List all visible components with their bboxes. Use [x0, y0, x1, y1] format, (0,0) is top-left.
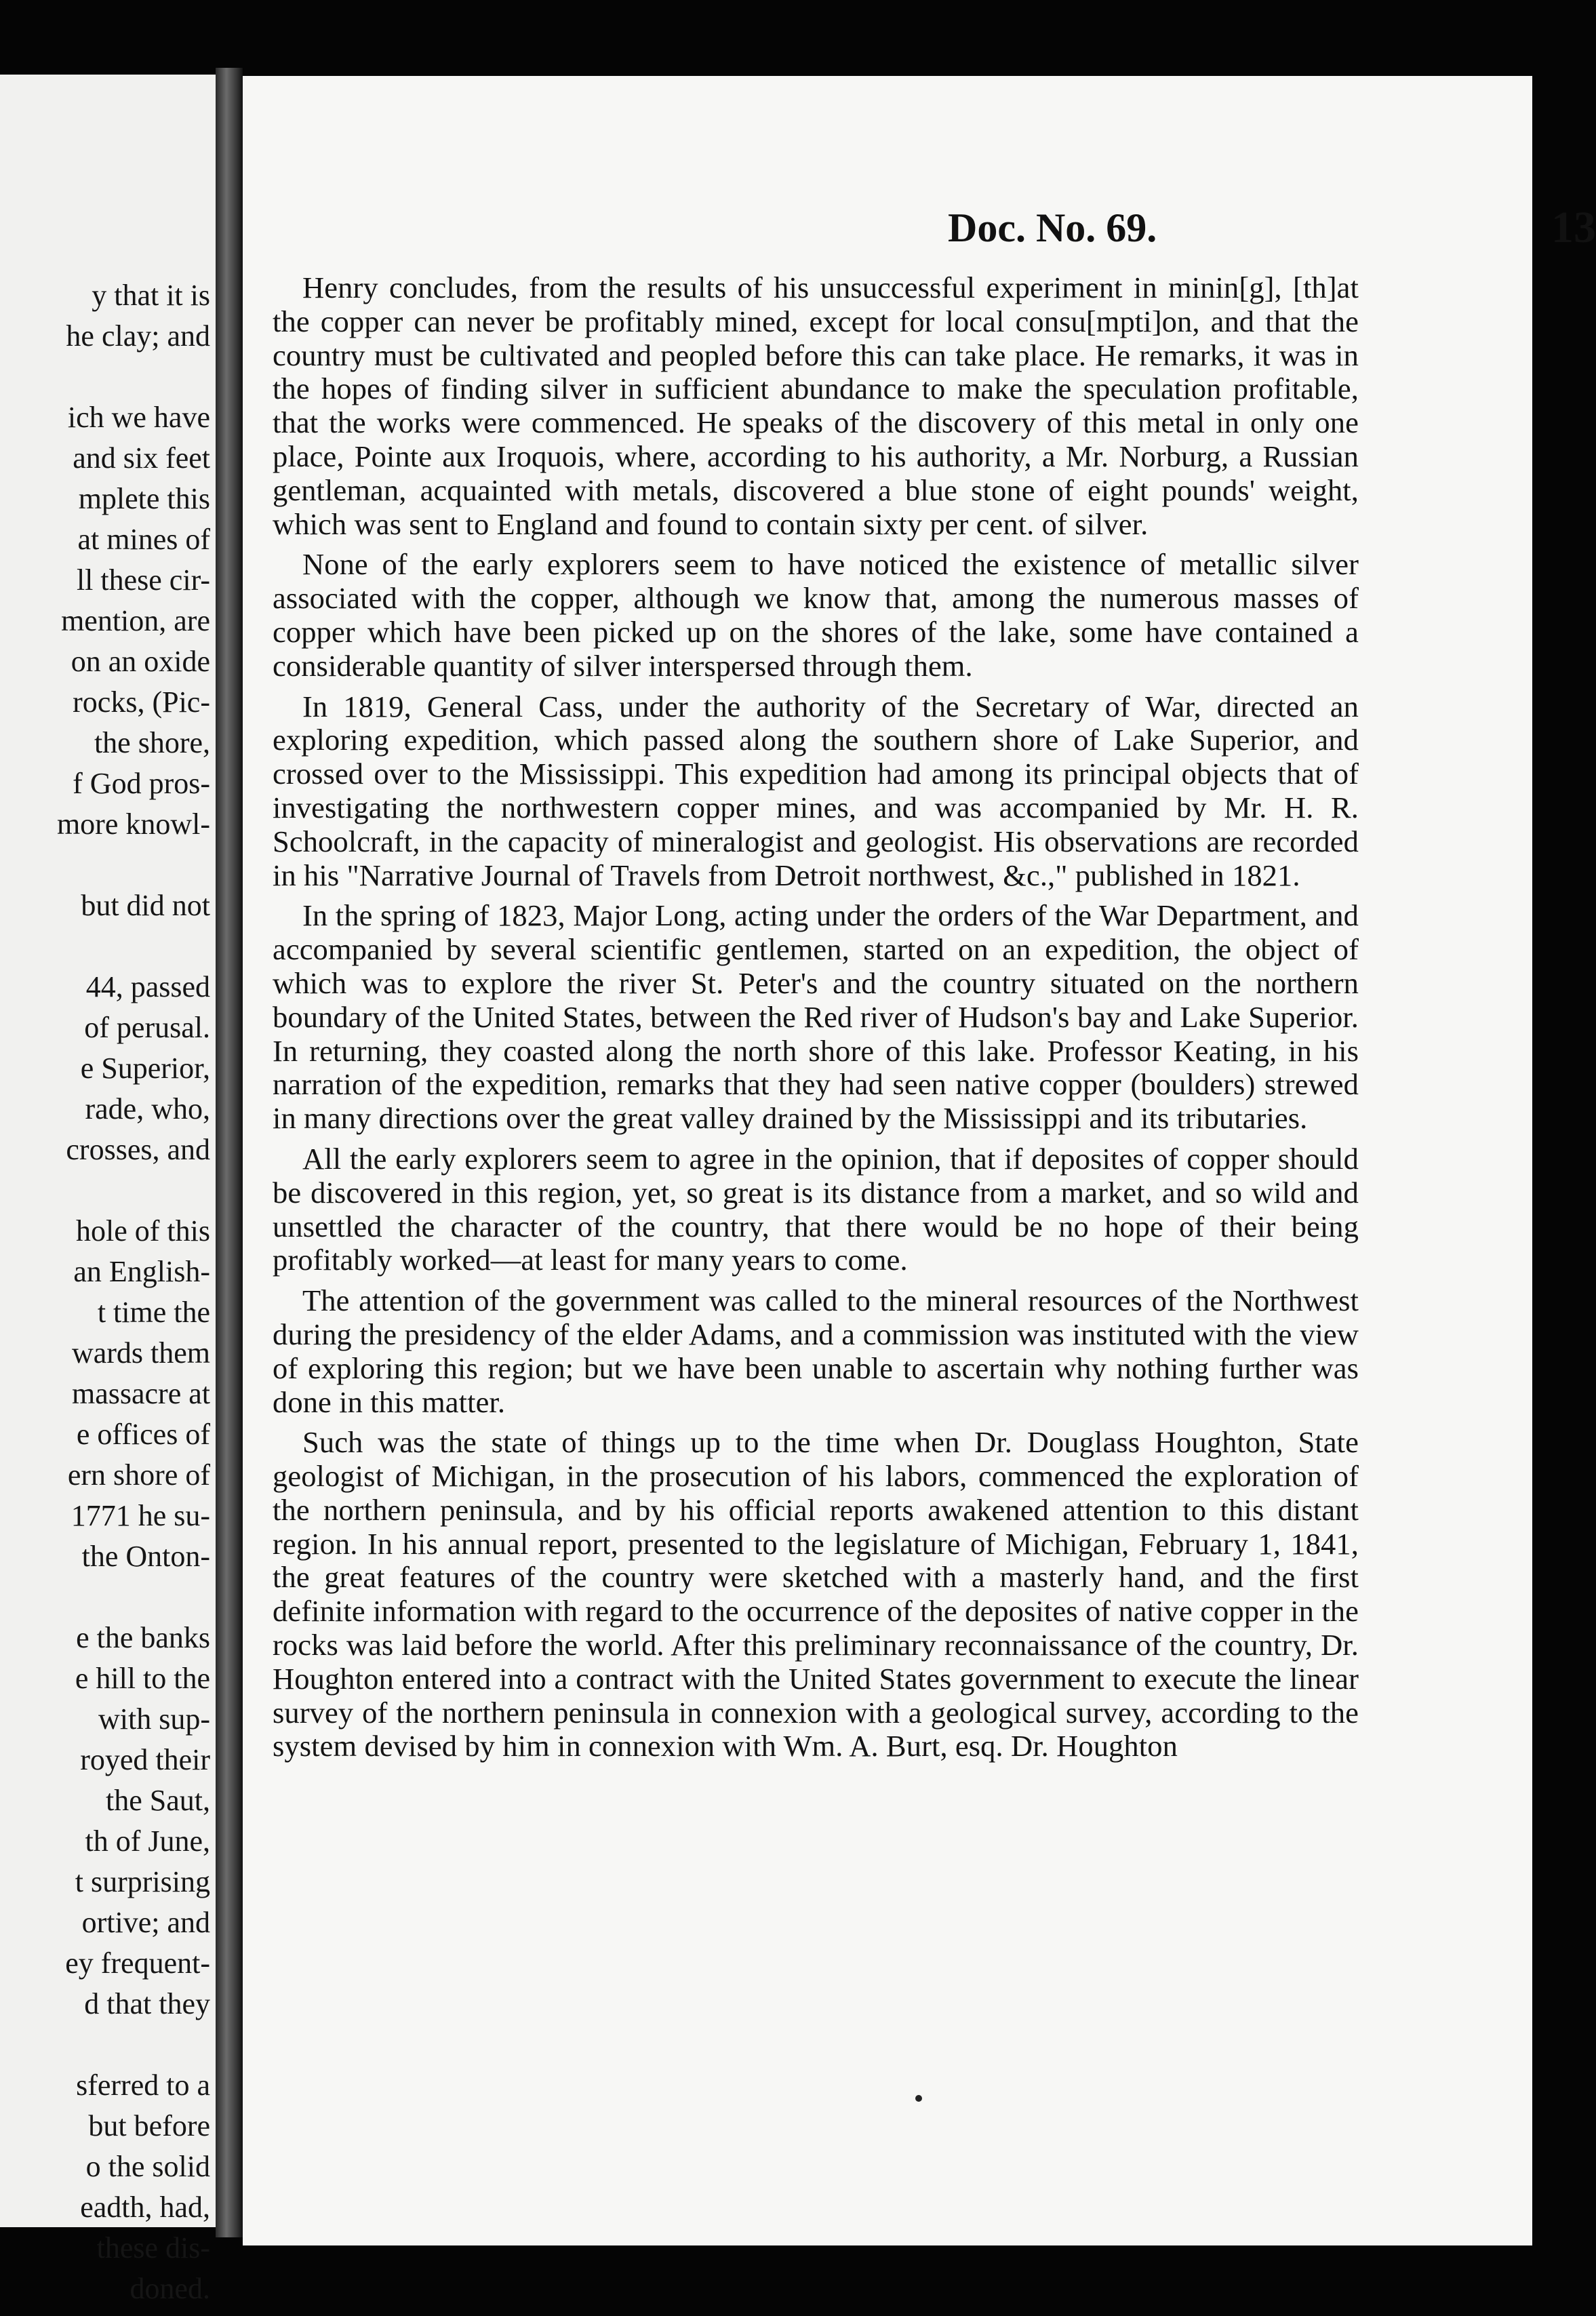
facing-page-line: mplete this	[78, 482, 210, 515]
facing-page-line: doned.	[129, 2272, 210, 2305]
facing-page-line: he clay; and	[66, 319, 210, 353]
body-text	[273, 271, 1359, 1770]
facing-page-line: at mines of	[77, 523, 210, 556]
printer-mark	[915, 2095, 922, 2102]
facing-page-line: mention, are	[61, 604, 210, 637]
facing-page-line: on an oxide	[71, 645, 210, 678]
facing-page-line: ll these cir-	[76, 563, 210, 597]
facing-page-line: sferred to a	[76, 2069, 210, 2102]
paragraph: In 1819, General Cass, under the authority of the Secretary of War, directed an exploring expedition, which passed along the southern shore of Lake Superior, and crossed over to the Mississippi. This expedition had among its principal objects that of investigating the northwestern copper mines, and was accompanied by Mr. H. R. Schoolcraft, in the capacity of mineralogist and geologist. His observations are recorded in his "Narrative Journal of Travels from Detroit northwest, &c.," published in 1821.	[273, 689, 1359, 892]
running-header: Doc. No. 69.	[948, 205, 1157, 250]
page-number: 13	[1551, 203, 1596, 252]
facing-page-line: t surprising	[75, 1865, 210, 1898]
facing-page-line: hole of this	[76, 1214, 210, 1247]
facing-page-line: e the banks	[76, 1621, 210, 1654]
facing-page-line: y that it is	[92, 279, 210, 312]
facing-page-line: e offices of	[76, 1418, 210, 1451]
facing-page-line: massacre at	[72, 1377, 210, 1410]
facing-page-line: rocks, (Pic-	[73, 685, 210, 719]
facing-page-line: ortive; and	[81, 1906, 210, 1939]
facing-page-line: but did not	[81, 889, 210, 922]
facing-page-line: 44, passed	[85, 970, 210, 1003]
facing-page-line: ich we have	[67, 401, 210, 434]
facing-page-line: and six feet	[73, 441, 210, 475]
paragraph: The attention of the government was called to the mineral resources of the Northwest during the presidency of the elder Adams, and a commission was instituted with the view of exploring this region; but we have been unable to ascertain why nothing further was done in this matter.	[273, 1283, 1359, 1419]
facing-page-line: rade, who,	[85, 1092, 210, 1125]
facing-page-line: eadth, had,	[80, 2191, 210, 2224]
paragraph: Henry concludes, from the results of his unsuccessful experiment in minin[g], [th]at the copper can never be profitably mined, except for local consu[mpti]on, and that the country must be cultivated and peopled before this can take place. He remarks, it was in the hopes of finding silver in sufficient abundance to make the speculation profitable, that the works were commenced. He speaks of the discovery of this metal in only one place, Pointe aux Iroquois, where, according to his authority, a Mr. Norburg, a Russian gentleman, acquainted with metals, discovered a blue stone of eight pounds' weight, which was sent to England and found to contain sixty per cent. of silver.	[273, 271, 1359, 541]
paragraph: In the spring of 1823, Major Long, acting under the orders of the War Department, and accompanied by several scientific gentlemen, started on an expedition, the object of which was to explore the river St. Peter's and the country situated on the northern boundary of the United States, between the Red river of Hudson's bay and Lake Superior. In returning, they coasted along the north shore of this lake. Professor Keating, in his narration of the expedition, remarks that they had seen native copper (boulders) strewed in many directions over the great valley drained by the Mississippi and its tributaries.	[273, 898, 1359, 1136]
facing-page-line: of perusal.	[84, 1011, 210, 1044]
facing-page-line: the Saut,	[106, 1784, 210, 1817]
facing-page-line: crosses, and	[66, 1133, 210, 1166]
facing-page-line: these dis-	[96, 2231, 210, 2264]
facing-page-line: ey frequent-	[65, 1946, 210, 1980]
facing-page-line: e Superior,	[80, 1052, 210, 1085]
book-gutter	[216, 68, 243, 2237]
paragraph: All the early explorers seem to agree in the opinion, that if deposites of copper should be discovered in this region, yet, so great is its distance from a market, and so wild and unsettled the character of the country, that there would be no hope of their being profitably worked—at least for many years to come.	[273, 1141, 1359, 1277]
facing-page-line: ern shore of	[67, 1458, 210, 1492]
facing-page-line: royed their	[80, 1743, 210, 1776]
facing-page-line: an English-	[73, 1255, 210, 1288]
facing-page-line: d that they	[84, 1987, 210, 2020]
facing-page-line: with sup-	[98, 1702, 210, 1736]
facing-page-line: wards them	[71, 1336, 210, 1370]
facing-page-line: the Onton-	[81, 1540, 210, 1573]
facing-page-line: o the solid	[85, 2150, 210, 2183]
facing-page-line: 1771 he su-	[71, 1499, 210, 1532]
facing-page-line: but before	[88, 2109, 210, 2142]
facing-page-line: more knowl-	[56, 807, 210, 841]
facing-page	[0, 75, 216, 2305]
facing-page-line: th of June,	[85, 1824, 210, 1858]
facing-page-line: f God pros-	[73, 767, 210, 800]
facing-page-line: e hill to the	[75, 1662, 210, 1695]
facing-page-line: t time the	[97, 1296, 210, 1329]
paragraph: None of the early explorers seem to have noticed the existence of metallic silver associated with the copper, although we know that, among the numerous masses of copper which have been picked up on the shores of the lake, some have contained a considerable quantity of silver interspersed through them.	[273, 547, 1359, 683]
paragraph: Such was the state of things up to the time when Dr. Douglass Houghton, State geologist of Michigan, in the prosecution of his labors, commenced the exploration of the northern peninsula, and by his official reports awakened attention to this distant region. In his annual report, presented to the legislature of Michigan, February 1, 1841, the great features of the country were sketched with a masterly hand, and the first definite information with regard to the occurrence of the deposites of native copper in the rocks was laid before the world. After this preliminary reconnaissance of the country, Dr. Houghton entered into a contract with the United States government to execute the linear survey of the northern peninsula in connexion with a geological survey, according to the system devised by him in connexion with Wm. A. Burt, esq. Dr. Houghton	[273, 1425, 1359, 1763]
facing-page-line: the shore,	[94, 726, 210, 759]
